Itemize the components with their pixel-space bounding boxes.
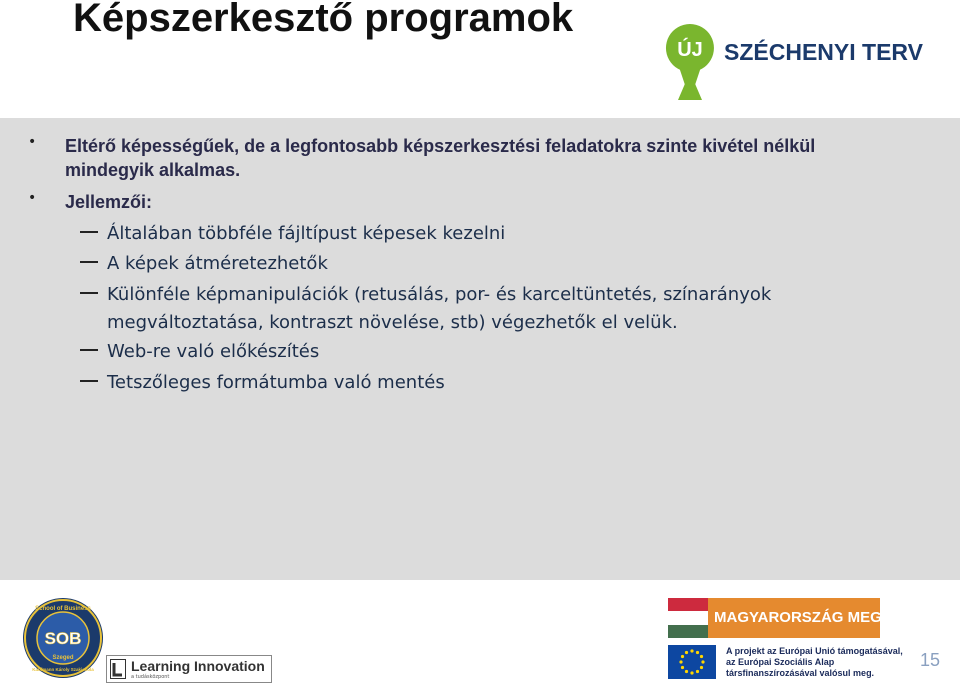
- sob-logo: [22, 597, 104, 679]
- learning-name2: Innovation: [194, 658, 265, 674]
- eu-text-line: az Európai Szociális Alap: [726, 657, 835, 667]
- hungary-flag-icon: [668, 598, 708, 638]
- learning-mark-icon: [110, 659, 126, 679]
- bullet-item: [28, 190, 908, 214]
- subbullet-item: [80, 281, 930, 337]
- eu-text-line: társfinanszírozásával valósul meg.: [726, 668, 875, 678]
- bullet-text: Jellemzői:: [65, 192, 153, 212]
- subbullet-text: Tetszőleges formátumba való mentés: [107, 372, 445, 393]
- page-number: 15: [919, 650, 940, 670]
- subbullet-text: A képek átméretezhetők: [107, 253, 328, 274]
- slide-title: Képszerkesztő programok: [73, 0, 574, 40]
- eu-flag-icon: [668, 645, 716, 679]
- subbullet-item: [80, 338, 930, 366]
- eu-support-text: [726, 646, 903, 679]
- subbullet-item: [80, 220, 930, 248]
- dash-marker: [80, 349, 98, 351]
- subbullet-text: Általában többféle fájltípust képesek kezelni: [107, 223, 506, 244]
- subbullet-text: Web-re való előkészítés: [107, 341, 320, 362]
- subbullet-item: [80, 250, 930, 278]
- learning-name1: Learning: [131, 658, 191, 674]
- learning-innovation-name: [131, 658, 265, 674]
- learning-innovation-logo: [106, 655, 272, 683]
- sob-top-text: School of Business: [35, 606, 91, 612]
- subbullet-item: [80, 369, 930, 397]
- magyarorszag-megujul-logo: [668, 598, 921, 638]
- dash-marker: [80, 261, 98, 263]
- dash-marker: [80, 292, 98, 294]
- bullet-text: Eltérő képességűek, de a legfontosabb képszerkesztési feladatokra szinte kivétel nélkül mindegyik alkalmas.: [65, 136, 816, 180]
- dash-marker: [80, 380, 98, 382]
- szechenyi-badge: ÚJ: [677, 39, 703, 61]
- sob-center-text: SOB: [44, 629, 82, 648]
- sob-city-text: Szeged: [52, 655, 74, 661]
- learning-subtitle: a tudásközpont: [131, 674, 170, 680]
- content-area: [0, 118, 960, 580]
- eu-text-line: A projekt az Európai Unió támogatásával,: [726, 646, 903, 656]
- subbullet-text: Különféle képmanipulációk (retusálás, por- és karceltüntetés, színarányok megváltoztatása, kontraszt növelése, stb) végezhetők el velük.: [107, 284, 772, 333]
- magyarorszag-text: MAGYARORSZÁG MEGÚJUL: [714, 609, 921, 626]
- bullet-dot: •: [28, 190, 37, 206]
- dash-marker: [80, 231, 98, 233]
- sob-bottom-text: Kaufmann Károly Szakiskola: [32, 667, 94, 672]
- bullet-dot: •: [28, 134, 37, 150]
- szechenyi-name: SZÉCHENYI TERV: [724, 39, 923, 65]
- szechenyi-terv-logo: [664, 20, 924, 104]
- bullet-item: [28, 134, 908, 182]
